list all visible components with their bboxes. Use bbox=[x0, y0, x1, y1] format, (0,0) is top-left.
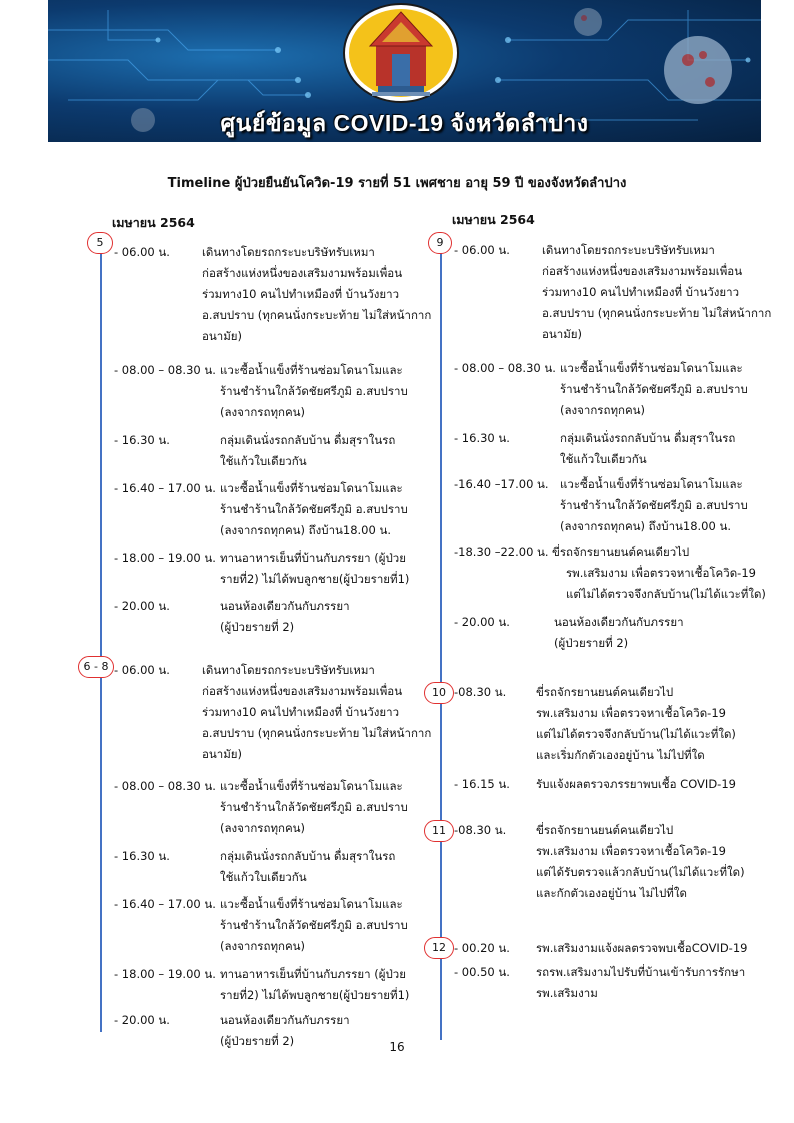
entry-line: ทานอาหารเย็นที่บ้านกับภรรยา (ผู้ป่วย bbox=[220, 551, 406, 565]
virus-icon bbox=[664, 36, 732, 104]
entry-line: ร่วมทาง10 คนไปทำเหมืองที่ บ้านวังยาว bbox=[542, 285, 740, 299]
entry-description bbox=[220, 548, 409, 590]
entry-time: -08.30 น. bbox=[454, 823, 507, 837]
entry-description bbox=[220, 846, 395, 888]
entry-line: ก่อสร้างแห่งหนึ่งของเสริมงามพร้อมเพื่อน bbox=[202, 684, 403, 698]
entry-line: เดินทางโดยรถกระบะบริษัทรับเหมา bbox=[202, 663, 375, 677]
entry-time: - 08.00 – 08.30 น. bbox=[114, 779, 216, 793]
entry-time: - 16.30 น. bbox=[454, 431, 510, 445]
banner-title: ศูนย์ข้อมูล COVID-19 จังหวัดลำปาง bbox=[220, 110, 589, 136]
entry-line: ก่อสร้างแห่งหนึ่งของเสริมงามพร้อมเพื่อน bbox=[542, 264, 743, 278]
entry-line: อ.สบปราบ (ทุกคนนั่งกระบะท้าย ไม่ใส่หน้ากาก bbox=[542, 306, 772, 320]
document-title: Timeline ผู้ป่วยยืนยันโควิด-19 รายที่ 51 เพศชาย อายุ 59 ปี ของจังหวัดลำปาง bbox=[167, 176, 627, 191]
day-marker-6-8: 6 - 8 bbox=[78, 656, 114, 678]
entry-line: แวะซื้อน้ำแข็งที่ร้านซ่อมโดนาโมและ bbox=[560, 361, 743, 375]
page-number: 16 bbox=[389, 1040, 405, 1054]
entry-time: - 06.00 น. bbox=[114, 245, 170, 259]
entry-line: กลุ่มเดินนั่งรถกลับบ้าน ดื่มสุราในรถ bbox=[220, 433, 396, 447]
entry-line: (ลงจากรถทุกคน) bbox=[220, 939, 306, 953]
entry-line: ร้านชำร้านใกล้วัดชัยศรีภูมิ อ.สบปราบ bbox=[220, 918, 408, 932]
entry-line: (ลงจากรถทุกคน) ถึงบ้าน18.00 น. bbox=[560, 519, 731, 533]
entry-description bbox=[542, 240, 771, 345]
entry-line: (ลงจากรถทุกคน) bbox=[560, 403, 646, 417]
entry-time: - 18.00 – 19.00 น. bbox=[114, 967, 216, 981]
entry-line: ใช้แก้วใบเดียวกัน bbox=[220, 454, 307, 468]
entry-time: -16.40 –17.00 น. bbox=[454, 477, 549, 491]
entry-description bbox=[220, 360, 408, 423]
entry-description bbox=[202, 242, 431, 347]
entry-line: กลุ่มเดินนั่งรถกลับบ้าน ดื่มสุราในรถ bbox=[560, 431, 736, 445]
entry-time: - 20.00 น. bbox=[114, 599, 170, 613]
entry-line: (ผู้ป่วยรายที่ 2) bbox=[220, 1034, 295, 1048]
entry-line: ใช้แก้วใบเดียวกัน bbox=[220, 870, 307, 884]
entry-line: แวะซื้อน้ำแข็งที่ร้านซ่อมโดนาโมและ bbox=[220, 779, 403, 793]
entry-line: แวะซื้อน้ำแข็งที่ร้านซ่อมโดนาโมและ bbox=[560, 477, 743, 491]
entry-description bbox=[554, 612, 684, 654]
entry-line: แต่ไม่ได้ตรวจจึงกลับบ้าน(ไม่ได้แวะที่ใด) bbox=[566, 587, 766, 601]
entry-description bbox=[220, 596, 350, 638]
left-month-heading: เมษายน 2564 bbox=[112, 215, 195, 230]
entry-line: (ผู้ป่วยรายที่ 2) bbox=[554, 636, 629, 650]
entry-line: และเริ่มกักตัวเองอยู่บ้าน ไม่ไปที่ใด bbox=[536, 748, 705, 762]
entry-time: - 00.50 น. bbox=[454, 965, 510, 979]
entry-line: ทานอาหารเย็นที่บ้านกับภรรยา (ผู้ป่วย bbox=[220, 967, 406, 981]
entry-time: - 18.00 – 19.00 น. bbox=[114, 551, 216, 565]
entry-time: - 08.00 – 08.30 น. bbox=[114, 363, 216, 377]
entry-description bbox=[220, 776, 408, 839]
entry-line: อ.สบปราบ (ทุกคนนั่งกระบะท้าย ไม่ใส่หน้ากาก bbox=[202, 726, 432, 740]
entry-line: นอนห้องเดียวกันกับภรรยา bbox=[220, 599, 350, 613]
entry-line: แต่ได้รับตรวจแล้วกลับบ้าน(ไม่ได้แวะที่ใด) bbox=[536, 865, 745, 879]
entry-line: รายที่2) ไม่ได้พบลูกชาย(ผู้ป่วยรายที่1) bbox=[220, 572, 410, 586]
entry-line: ร่วมทาง10 คนไปทำเหมืองที่ บ้านวังยาว bbox=[202, 287, 400, 301]
entry-description bbox=[552, 542, 766, 605]
entry-line: ร้านชำร้านใกล้วัดชัยศรีภูมิ อ.สบปราบ bbox=[220, 384, 408, 398]
entry-line: แวะซื้อน้ำแข็งที่ร้านซ่อมโดนาโมและ bbox=[220, 363, 403, 377]
entry-description bbox=[560, 428, 735, 470]
header-banner bbox=[48, 0, 761, 142]
entry-line: แต่ไม่ได้ตรวจจึงกลับบ้าน(ไม่ได้แวะที่ใด) bbox=[536, 727, 736, 741]
entry-line: รายที่2) ไม่ได้พบลูกชาย(ผู้ป่วยรายที่1) bbox=[220, 988, 410, 1002]
entry-time: - 06.00 น. bbox=[454, 243, 510, 257]
entry-description bbox=[220, 894, 408, 957]
entry-line: รพ.เสริมงาม เพื่อตรวจหาเชื้อโควิด-19 bbox=[536, 706, 726, 720]
entry-time: - 06.00 น. bbox=[114, 663, 170, 677]
entry-line: แวะซื้อน้ำแข็งที่ร้านซ่อมโดนาโมและ bbox=[220, 481, 403, 495]
entry-line: ร้านชำร้านใกล้วัดชัยศรีภูมิ อ.สบปราบ bbox=[220, 502, 408, 516]
seal-emblem-icon bbox=[342, 2, 460, 104]
entry-time: - 16.40 – 17.00 น. bbox=[114, 897, 216, 911]
entry-time: - 16.30 น. bbox=[114, 433, 170, 447]
entry-line: รับแจ้งผลตรวจภรรยาพบเชื้อ COVID-19 bbox=[536, 777, 736, 791]
entry-line: ขี่รถจักรยานยนต์คนเดียวไป bbox=[536, 823, 674, 837]
entry-description bbox=[560, 358, 748, 421]
entry-description bbox=[536, 774, 736, 795]
day-marker-9: 9 bbox=[428, 232, 452, 254]
day-marker-10: 10 bbox=[424, 682, 454, 704]
entry-line: (ลงจากรถทุกคน) bbox=[220, 821, 306, 835]
entry-line: รพ.เสริมงาม เพื่อตรวจหาเชื้อโควิด-19 bbox=[536, 844, 726, 858]
entry-description bbox=[220, 964, 409, 1006]
entry-line: ขี่รถจักรยานยนต์คนเดียวไป bbox=[552, 545, 690, 559]
entry-line: รพ.เสริมงามแจ้งผลตรวจพบเชื้อCOVID-19 bbox=[536, 941, 748, 955]
entry-line: ร้านชำร้านใกล้วัดชัยศรีภูมิ อ.สบปราบ bbox=[220, 800, 408, 814]
entry-description bbox=[536, 820, 745, 904]
entry-time: - 00.20 น. bbox=[454, 941, 510, 955]
entry-line: เดินทางโดยรถกระบะบริษัทรับเหมา bbox=[202, 245, 375, 259]
entry-description bbox=[220, 478, 408, 541]
entry-time: - 20.00 น. bbox=[454, 615, 510, 629]
entry-time: - 16.15 น. bbox=[454, 777, 510, 791]
entry-line: รพ.เสริมงาม เพื่อตรวจหาเชื้อโควิด-19 bbox=[566, 566, 756, 580]
entry-line: อ.สบปราบ (ทุกคนนั่งกระบะท้าย ไม่ใส่หน้ากาก bbox=[202, 308, 432, 322]
entry-time: -08.30 น. bbox=[454, 685, 507, 699]
entry-line: นอนห้องเดียวกันกับภรรยา bbox=[220, 1013, 350, 1027]
entry-description bbox=[536, 938, 747, 959]
entry-line: อนามัย) bbox=[202, 747, 243, 761]
left-timeline-line bbox=[100, 246, 102, 1032]
entry-line: รถรพ.เสริมงามไปรับที่บ้านเข้ารับการรักษา bbox=[536, 965, 746, 979]
entry-line: ร้านชำร้านใกล้วัดชัยศรีภูมิ อ.สบปราบ bbox=[560, 382, 748, 396]
entry-line: ร้านชำร้านใกล้วัดชัยศรีภูมิ อ.สบปราบ bbox=[560, 498, 748, 512]
entry-line: เดินทางโดยรถกระบะบริษัทรับเหมา bbox=[542, 243, 715, 257]
entry-line: แวะซื้อน้ำแข็งที่ร้านซ่อมโดนาโมและ bbox=[220, 897, 403, 911]
entry-line: (ลงจากรถทุกคน) ถึงบ้าน18.00 น. bbox=[220, 523, 391, 537]
entry-line: ใช้แก้วใบเดียวกัน bbox=[560, 452, 647, 466]
entry-line: กลุ่มเดินนั่งรถกลับบ้าน ดื่มสุราในรถ bbox=[220, 849, 396, 863]
entry-time: - 20.00 น. bbox=[114, 1013, 170, 1027]
right-month-heading: เมษายน 2564 bbox=[452, 212, 535, 227]
entry-description bbox=[560, 474, 748, 537]
day-marker-5: 5 bbox=[87, 232, 113, 254]
entry-description bbox=[202, 660, 431, 765]
entry-line: รพ.เสริมงาม bbox=[536, 986, 598, 1000]
entry-line: อนามัย) bbox=[202, 329, 243, 343]
entry-line: (ผู้ป่วยรายที่ 2) bbox=[220, 620, 295, 634]
entry-time: - 16.30 น. bbox=[114, 849, 170, 863]
entry-line: (ลงจากรถทุกคน) bbox=[220, 405, 306, 419]
entry-line: นอนห้องเดียวกันกับภรรยา bbox=[554, 615, 684, 629]
entry-line: และกักตัวเองอยู่บ้าน ไม่ไปที่ใด bbox=[536, 886, 687, 900]
day-marker-12: 12 bbox=[424, 937, 454, 959]
entry-line: ก่อสร้างแห่งหนึ่งของเสริมงามพร้อมเพื่อน bbox=[202, 266, 403, 280]
entry-description bbox=[536, 962, 745, 1004]
entry-line: อนามัย) bbox=[542, 327, 583, 341]
entry-line: ร่วมทาง10 คนไปทำเหมืองที่ บ้านวังยาว bbox=[202, 705, 400, 719]
entry-time: - 08.00 – 08.30 น. bbox=[454, 361, 556, 375]
entry-time: - 16.40 – 17.00 น. bbox=[114, 481, 216, 495]
entry-description bbox=[220, 430, 395, 472]
entry-description bbox=[536, 682, 736, 766]
entry-time: -18.30 –22.00 น. bbox=[454, 545, 549, 559]
entry-line: ขี่รถจักรยานยนต์คนเดียวไป bbox=[536, 685, 674, 699]
day-marker-11: 11 bbox=[424, 820, 454, 842]
right-timeline-line bbox=[440, 246, 442, 1040]
